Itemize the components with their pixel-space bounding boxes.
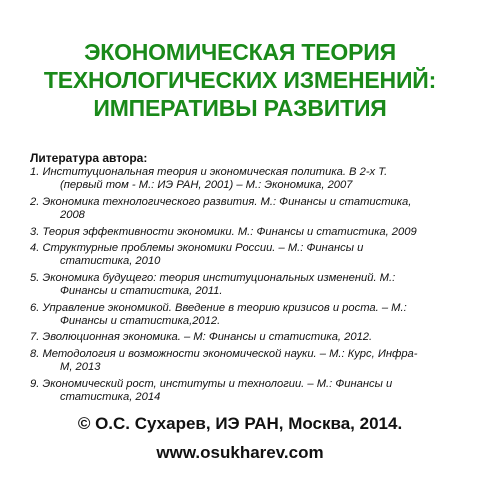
book-title-line-1: ЭКОНОМИЧЕСКАЯ ТЕОРИЯ (84, 39, 396, 65)
literature-item-text: 7. Эволюционная экономика. – М: Финансы и статистика, 2012. (30, 331, 373, 344)
literature-item-text: 1. Институциональная теория и экономическая политика. В 2-х Т. (30, 166, 388, 178)
literature-list (30, 166, 460, 407)
literature-heading: Литература автора: (30, 151, 148, 165)
literature-item-continuation: (первый том - М.: ИЭ РАН, 2001) – М.: Экономика, 2007 (60, 179, 353, 192)
website-url: www.osukharev.com (156, 443, 324, 462)
literature-item-continuation: 2008 (60, 209, 85, 222)
literature-item-text: 2. Экономика технологического развития. М.: Финансы и статистика, (30, 195, 412, 208)
literature-item (30, 302, 460, 329)
book-title (20, 38, 460, 122)
literature-item-continuation: статистика, 2010 (60, 255, 161, 268)
literature-item-continuation: Финансы и статистика,2012. (60, 314, 221, 327)
literature-item (30, 331, 460, 344)
copyright-line: © О.С. Сухарев, ИЭ РАН, Москва, 2014. (77, 414, 403, 433)
literature-item (30, 196, 460, 223)
literature-item (30, 348, 460, 375)
literature-item-text: 4. Структурные проблемы экономики России. – М.: Финансы и (30, 242, 364, 255)
literature-item-text: 9. Экономический рост, институты и технологии. – М.: Финансы и (30, 377, 393, 390)
literature-item (30, 166, 460, 193)
literature-item-continuation: М, 2013 (60, 361, 101, 374)
literature-item-text: 6. Управление экономикой. Введение в теорию кризисов и роста. – М.: (30, 301, 407, 314)
book-title-line-2: ТЕХНОЛОГИЧЕСКИХ ИЗМЕНЕНИЙ: (43, 67, 437, 93)
literature-item-continuation: статистика, 2014 (60, 390, 161, 403)
literature-item-continuation: Финансы и статистика, 2011. (60, 285, 223, 298)
literature-item (30, 226, 460, 239)
book-title-line-3: ИМПЕРАТИВЫ РАЗВИТИЯ (93, 95, 387, 121)
literature-item (30, 272, 460, 299)
literature-item-text: 8. Методология и возможности экономической науки. – М.: Курс, Инфра- (30, 347, 418, 360)
literature-item-text: 3. Теория эффективности экономики. М.: Финансы и статистика, 2009 (30, 225, 417, 238)
literature-item (30, 378, 460, 405)
literature-item-text: 5. Экономика будущего: теория институциональных изменений. М.: (30, 271, 396, 284)
literature-item (30, 242, 460, 269)
